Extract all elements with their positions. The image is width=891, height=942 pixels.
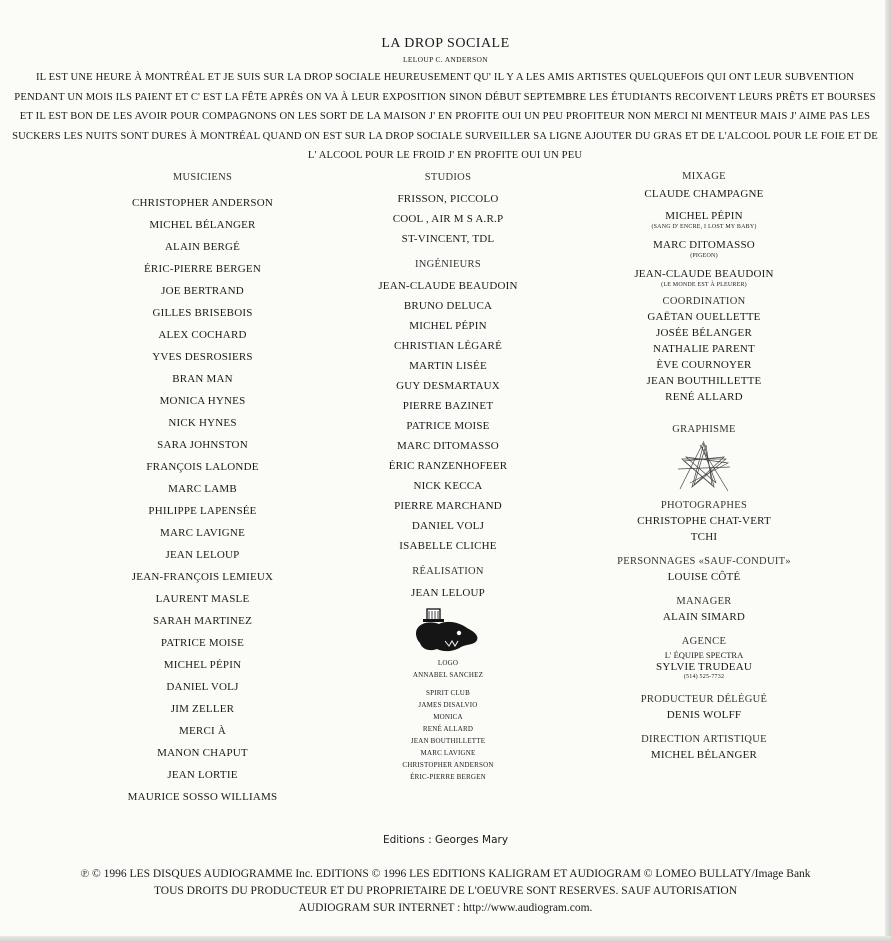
studios-heading: STUDIOS <box>424 172 472 183</box>
photographes-heading: PHOTOGRAPHES <box>660 500 748 511</box>
musicien-name: MARC LAVIGNE <box>159 527 245 539</box>
merci-name: MAURICE SOSSO WILLIAMS <box>127 791 278 803</box>
merci-list <box>100 742 305 808</box>
song-lyrics: IL EST UNE HEURE À MONTRÉAL ET JE SUIS SUR LA DROP SOCIALE HEUREUSEMENT QU' IL Y A LES AMIS ARTISTES QUELQUEFOIS QUI ONT LEUR SUBVENTION PENDANT UN MOIS ILS PAIENT ET C' EST LA FÊTE APRÈS ON VA À LEUR EXPOSITION SINON DÉBUT SEPTEMBRE LES ÉTUDIANTS RECOIVENT LEURS PRÊTS ET BOURSES ET IL EST BON DE LES AVOIR POUR COMPAGNONS ON LES SORT DE LA MAISON J' EN PROFITE OUI UN PEU PROFITEUR NON MERCI NI MENTEUR MAIS J' AIME PAS LES SUCKERS LES NUITS SONT DURES À MONTRÉAL QUAND ON EST SUR LA DROP SOCIALE SURVEILLER SA LIGNE AJOUTER DU GRAS ET DE L'ALCOOL POUR LE FOIE ET DE L' ALCOOL POUR LE FROID J' EN PROFITE OUI UN PEU <box>12 72 878 161</box>
musicien-name: LAURENT MASLE <box>155 593 250 605</box>
studio-name: COOL , AIR M S A.R.P <box>392 213 504 225</box>
ingenieurs-heading: INGÉNIEURS <box>415 259 481 270</box>
mixage-name: CLAUDE CHAMPAGNE <box>644 188 764 200</box>
copyright-line-2: TOUS DROITS DU PRODUCTEUR ET DU PROPRIETAIRE DE L'OEUVRE SONT RESERVES. SAUF AUTORISATION <box>153 885 738 897</box>
ingenieur-name: ISABELLE CLICHE <box>399 540 497 552</box>
spirit-club-name: JAMES DISALVIO <box>418 701 478 709</box>
coordination-name: NATHALIE PARENT <box>653 343 755 355</box>
graphisme-heading: GRAPHISME <box>672 424 736 435</box>
logo-creature-icon <box>416 622 477 651</box>
logo-label: LOGO <box>437 659 459 667</box>
coordination-name: GAËTAN OUELLETTE <box>647 311 761 323</box>
realisation-name: JEAN LELOUP <box>410 587 485 599</box>
spirit-club-name: CHRISTOPHER ANDERSON <box>402 761 494 769</box>
musicien-name: PATRICE MOISE <box>160 637 245 649</box>
musiciens-column <box>100 170 305 808</box>
mixage-name: MICHEL PÉPIN <box>665 210 743 222</box>
musicien-name: BRAN MAN <box>172 373 233 385</box>
coordination-name: JOSÉE BÉLANGER <box>656 327 752 339</box>
musicien-name: MONICA HYNES <box>159 395 246 407</box>
mixage-song-note: (LE MONDE EST À PLEURER) <box>661 282 747 288</box>
producteur-heading: PRODUCTEUR DÉLÉGUÉ <box>640 694 768 705</box>
ingenieur-name: PATRICE MOISE <box>406 420 490 432</box>
ingenieur-name: GUY DESMARTAUX <box>396 380 500 392</box>
ingenieur-name: PIERRE MARCHAND <box>394 500 502 512</box>
musicien-name: JOE BERTRAND <box>161 285 244 297</box>
spirit-club-heading: SPIRIT CLUB <box>426 689 470 697</box>
spirit-club-name: MONICA <box>433 713 463 721</box>
musicien-name: CHRISTOPHER ANDERSON <box>131 197 274 209</box>
copyright-block <box>0 866 891 917</box>
musicien-name: JEAN LELOUP <box>165 549 240 561</box>
studios-list <box>358 189 538 249</box>
musicien-name: NICK HYNES <box>168 417 237 429</box>
merci-name: MANON CHAPUT <box>157 747 248 759</box>
musicien-name: DANIEL VOLJ <box>166 681 239 693</box>
mixage-list <box>604 186 804 289</box>
merci-name: JEAN LORTIE <box>167 769 238 781</box>
paper-edge-right <box>885 0 891 942</box>
agence-phone: (514) 525-7732 <box>683 674 725 680</box>
ingenieur-name: NICK KECCA <box>413 480 483 492</box>
spirit-club-logo-image <box>415 607 481 655</box>
mixage-song-note: (PIGEON) <box>690 253 718 259</box>
musiciens-heading: MUSICIENS <box>172 172 233 183</box>
manager-heading: MANAGER <box>676 596 732 607</box>
coordination-name: ÈVE COURNOYER <box>656 359 752 371</box>
studio-name: ST-VINCENT, TDL <box>401 233 495 245</box>
spirit-club-name: MARC LAVIGNE <box>420 749 476 757</box>
song-authors: LELOUP C. ANDERSON <box>403 55 488 64</box>
ingenieur-name: DANIEL VOLJ <box>411 520 485 532</box>
manager-name: ALAIN SIMARD <box>662 611 746 623</box>
ingenieur-name: PIERRE BAZINET <box>402 400 494 412</box>
ingenieur-name: MARTIN LISÉE <box>409 360 487 372</box>
direction-name: MICHEL BÉLANGER <box>650 749 758 761</box>
agence-heading: AGENCE <box>681 636 727 647</box>
musicien-name: JEAN-FRANÇOIS LEMIEUX <box>131 571 274 583</box>
mixage-heading: MIXAGE <box>682 171 726 182</box>
ingenieur-name: JEAN-CLAUDE BEAUDOIN <box>378 280 518 292</box>
coordination-list <box>604 309 804 405</box>
logo-hat-icon <box>423 609 444 622</box>
personnages-name: LOUISE CÔTÉ <box>667 571 741 583</box>
spirit-club-name: RENÉ ALLARD <box>422 725 474 733</box>
musicien-name: ALAIN BERGÉ <box>164 241 241 253</box>
musicien-name: ALEX COCHARD <box>158 329 247 341</box>
realisation-heading: RÉALISATION <box>412 566 484 577</box>
personnages-heading: PERSONNAGES «SAUF-CONDUIT» <box>617 556 791 567</box>
logo-designer: ANNABEL SANCHEZ <box>412 671 484 679</box>
copyright-line-1: ℗ © 1996 LES DISQUES AUDIOGRAMME Inc. EDITIONS © 1996 LES EDITIONS KALIGRAM ET AUDIOGRAM © LOMEO BULLATY/Image Bank <box>80 868 811 880</box>
photographe-name: CHRISTOPHE CHAT-VERT <box>637 515 771 527</box>
musicien-name: GILLES BRISEBOIS <box>152 307 253 319</box>
musicien-name: YVES DESROSIERS <box>152 351 253 363</box>
agence-contact: SYLVIE TRUDEAU <box>656 661 752 673</box>
musicien-name: PHILIPPE LAPENSÉE <box>148 505 257 517</box>
coordination-name: RENÉ ALLARD <box>665 391 743 403</box>
musicien-name: ÉRIC-PIERRE BERGEN <box>144 263 261 275</box>
editions-credit: Editions : Georges Mary <box>382 834 509 846</box>
musicien-name: JIM ZELLER <box>170 703 235 715</box>
spirit-club-name: JEAN BOUTHILLETTE <box>410 737 486 745</box>
mixage-song-note: (SANG D' ENCRE, I LOST MY BABY) <box>651 224 757 230</box>
ingenieur-name: MICHEL PÉPIN <box>409 320 487 332</box>
musicien-name: FRANÇOIS LALONDE <box>146 461 259 473</box>
studio-name: FRISSON, PICCOLO <box>397 193 499 205</box>
ingenieur-name: MARC DITOMASSO <box>397 440 499 452</box>
musicien-name: SARAH MARTINEZ <box>152 615 252 627</box>
photographe-name: TCHI <box>690 531 718 543</box>
direction-heading: DIRECTION ARTISTIQUE <box>641 734 767 745</box>
ingenieur-name: CHRISTIAN LÉGARÉ <box>393 340 502 352</box>
song-title: LA DROP SOCIALE <box>381 36 510 51</box>
studios-column <box>358 170 538 783</box>
musicien-name: MICHEL PÉPIN <box>163 659 242 671</box>
graphisme-star-sketch-icon <box>674 439 734 495</box>
mixage-name: JEAN-CLAUDE BEAUDOIN <box>634 268 774 280</box>
spirit-club-name: ÉRIC-PIERRE BERGEN <box>410 773 486 781</box>
coordination-heading: COORDINATION <box>662 296 746 307</box>
spirit-club-list <box>358 699 538 783</box>
musicien-name: SARA JOHNSTON <box>157 439 248 451</box>
producteur-name: DENIS WOLFF <box>666 709 742 721</box>
merci-heading: MERCI À <box>179 725 226 737</box>
paper-edge-bottom <box>0 936 891 942</box>
musicien-name: MARC LAMB <box>168 483 237 495</box>
coordination-name: JEAN BOUTHILLETTE <box>646 375 762 387</box>
ingenieur-name: ÉRIC RANZENHOFEER <box>388 460 508 472</box>
ingenieur-name: BRUNO DELUCA <box>403 300 493 312</box>
copyright-line-3: AUDIOGRAM SUR INTERNET : http://www.audiogram.com. <box>298 902 593 914</box>
mixage-name: MARC DITOMASSO <box>653 239 755 251</box>
credits-column-right <box>604 170 804 763</box>
musicien-name: MICHEL BÉLANGER <box>149 219 256 231</box>
agence-company: L' ÉQUIPE SPECTRA <box>664 650 744 660</box>
photographes-list <box>604 513 804 545</box>
musiciens-list <box>100 192 305 720</box>
ingenieurs-list <box>358 276 538 556</box>
